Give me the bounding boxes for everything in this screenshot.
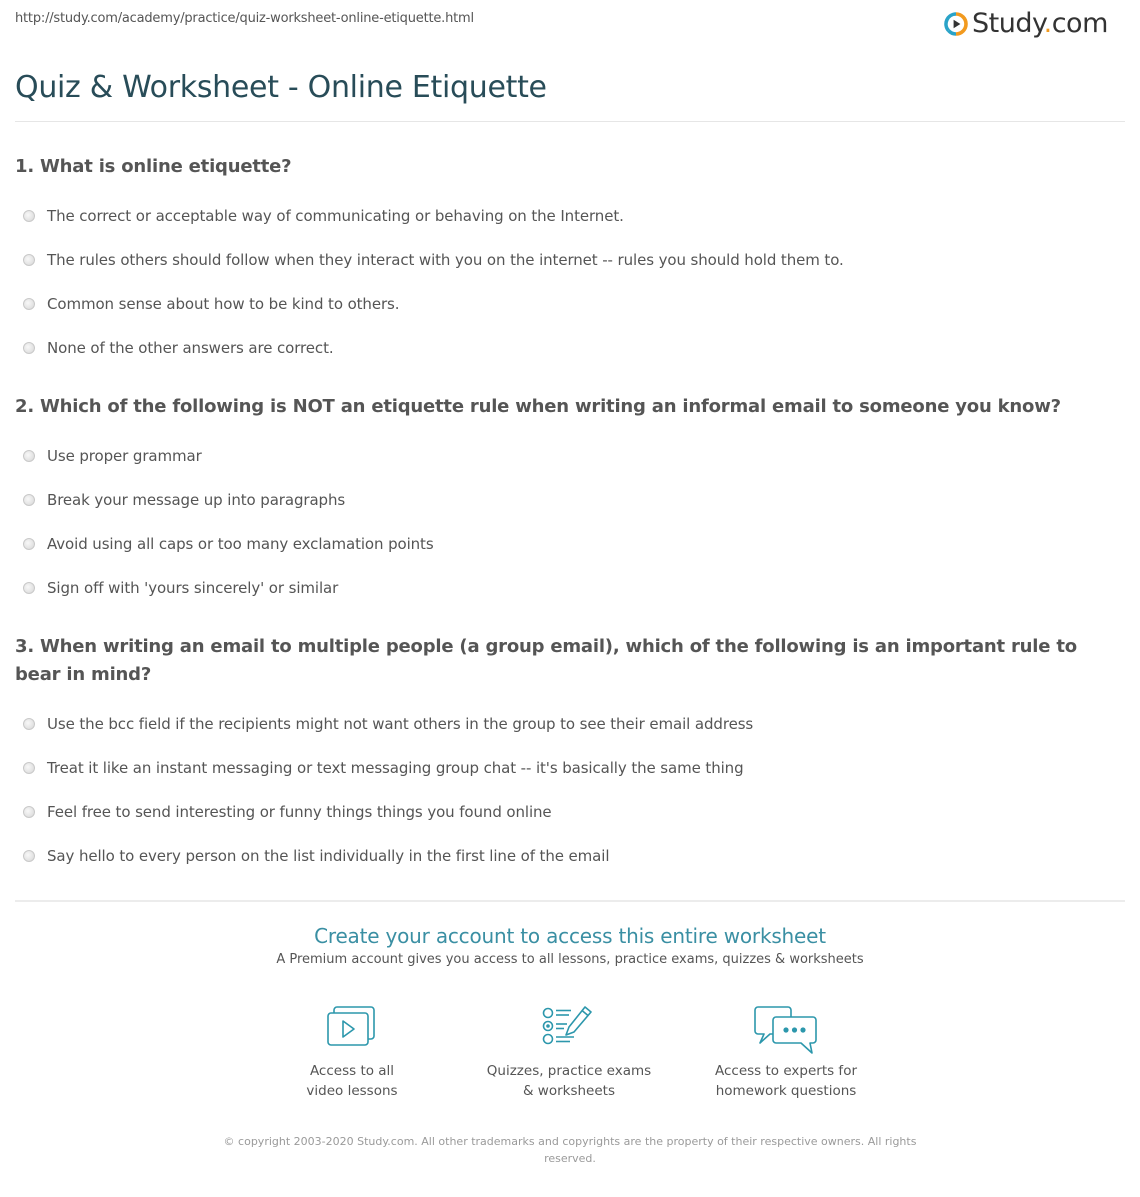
answer-text: Use the bcc field if the recipients might not want others in the group to see their email address: [47, 715, 754, 733]
content-divider: [15, 900, 1125, 902]
answer-text: Avoid using all caps or too many exclamation points: [47, 535, 434, 553]
feature-label: Quizzes, practice exams & worksheets: [486, 1063, 652, 1099]
radio-button-icon[interactable]: [23, 806, 35, 818]
answer-option[interactable]: [15, 434, 1125, 478]
feature-video-lessons: [252, 1005, 452, 1101]
answer-list: [15, 702, 1125, 878]
question-text: 3. When writing an email to multiple people (a group email), which of the following is an important rule to bear in mind?: [15, 636, 1077, 685]
answer-option[interactable]: [15, 702, 1125, 746]
question-3: [15, 633, 1125, 878]
answer-text: Break your message up into paragraphs: [47, 491, 346, 509]
feature-experts: [686, 1005, 886, 1101]
question-1: [15, 153, 1125, 370]
answer-list: [15, 434, 1125, 610]
answer-option[interactable]: [15, 326, 1125, 370]
answer-text: The rules others should follow when they interact with you on the internet -- rules you should hold them to.: [47, 251, 844, 269]
radio-button-icon[interactable]: [23, 254, 35, 266]
feature-quizzes: [469, 1005, 669, 1101]
radio-button-icon[interactable]: [23, 210, 35, 222]
radio-button-icon[interactable]: [23, 298, 35, 310]
cta-subtitle: A Premium account gives you access to all lessons, practice exams, quizzes & worksheets: [276, 952, 864, 967]
title-divider: [15, 121, 1125, 122]
radio-button-icon[interactable]: [23, 718, 35, 730]
signup-cta: [0, 922, 1140, 970]
answer-option[interactable]: [15, 522, 1125, 566]
radio-button-icon[interactable]: [23, 342, 35, 354]
answer-option[interactable]: [15, 746, 1125, 790]
question-text: 2. Which of the following is NOT an etiquette rule when writing an informal email to someone you know?: [15, 396, 1061, 417]
radio-button-icon[interactable]: [23, 450, 35, 462]
study-logo[interactable]: [944, 9, 1108, 39]
answer-text: The correct or acceptable way of communicating or behaving on the Internet.: [47, 207, 624, 225]
question-text: 1. What is online etiquette?: [15, 156, 292, 177]
question-2: [15, 393, 1125, 610]
answer-text: Common sense about how to be kind to others.: [47, 295, 400, 313]
answer-option[interactable]: [15, 282, 1125, 326]
answer-option[interactable]: [15, 194, 1125, 238]
radio-button-icon[interactable]: [23, 762, 35, 774]
page-url: http://study.com/academy/practice/quiz-worksheet-online-etiquette.html: [15, 11, 474, 26]
answer-text: Feel free to send interesting or funny things things you found online: [47, 803, 552, 821]
answer-text: Use proper grammar: [47, 447, 202, 465]
answer-text: Say hello to every person on the list individually in the first line of the email: [47, 847, 610, 865]
copyright-notice: © copyright 2003-2020 Study.com. All other trademarks and copyrights are the property of their respective owners. All rights reserved.: [223, 1135, 917, 1165]
cta-title-link[interactable]: Create your account to access this entire worksheet: [314, 924, 826, 948]
answer-option[interactable]: [15, 566, 1125, 610]
page-title: Quiz & Worksheet - Online Etiquette: [15, 70, 547, 105]
radio-button-icon[interactable]: [23, 538, 35, 550]
answer-option[interactable]: [15, 790, 1125, 834]
quiz-checklist-icon: [541, 1005, 597, 1049]
radio-button-icon[interactable]: [23, 582, 35, 594]
answer-option[interactable]: [15, 834, 1125, 878]
feature-label: Access to experts for homework questions: [714, 1063, 857, 1099]
feature-label: Access to all video lessons: [306, 1063, 398, 1099]
logo-text: Study.com: [972, 8, 1108, 39]
answer-option[interactable]: [15, 478, 1125, 522]
answer-list: [15, 194, 1125, 370]
video-lessons-icon: [326, 1005, 378, 1049]
radio-button-icon[interactable]: [23, 850, 35, 862]
chat-bubbles-icon: [754, 1005, 818, 1055]
answer-option[interactable]: [15, 238, 1125, 282]
answer-text: Treat it like an instant messaging or text messaging group chat -- it's basically the same thing: [47, 759, 744, 777]
study-play-logo-icon: [944, 12, 968, 36]
answer-text: None of the other answers are correct.: [47, 339, 334, 357]
radio-button-icon[interactable]: [23, 494, 35, 506]
answer-text: Sign off with 'yours sincerely' or similar: [47, 579, 339, 597]
